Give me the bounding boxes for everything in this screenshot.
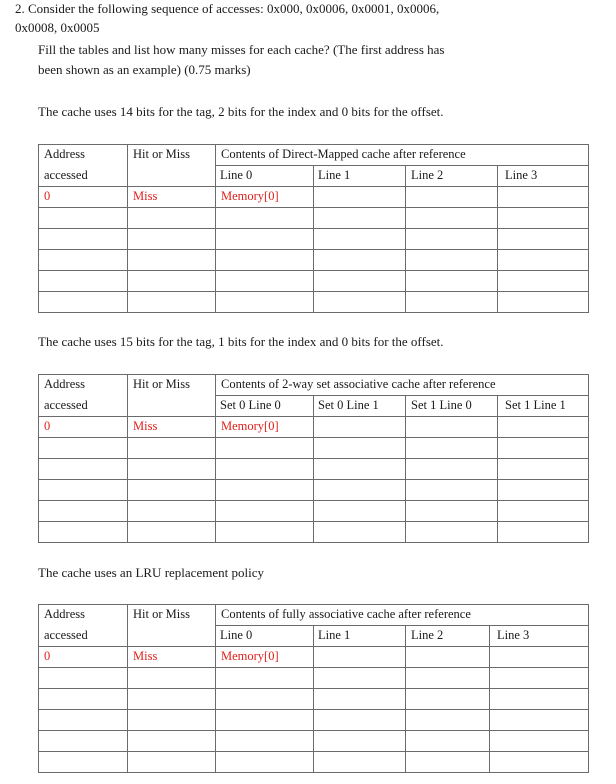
direct-mapped-caption: The cache uses 14 bits for the tag, 2 bits for the index and 0 bits for the offset.: [38, 104, 444, 119]
column-line: [313, 165, 314, 313]
sub-header-3: Set 1 Line 1: [505, 398, 566, 412]
column-line: [489, 625, 490, 773]
column-line: [215, 374, 216, 543]
sub-header-0: Line 0: [220, 628, 253, 642]
example-address: 0: [44, 419, 51, 433]
column-line: [405, 165, 406, 313]
column-line: [313, 395, 314, 543]
fully-associative-caption: The cache uses an LRU replacement policy: [38, 565, 264, 580]
example-contents: Memory[0]: [221, 189, 279, 203]
column-line: [588, 374, 589, 543]
column-line: [313, 625, 314, 773]
sub-header-2: Set 1 Line 0: [411, 398, 472, 412]
sub-header-1: Line 1: [318, 628, 351, 642]
row-line: [38, 604, 589, 605]
column-line: [588, 604, 589, 773]
question-line-2: 0x0008, 0x0005: [15, 20, 100, 35]
column-line: [38, 604, 39, 773]
example-hit-or-miss: Miss: [133, 419, 158, 433]
example-address: 0: [44, 189, 51, 203]
example-contents: Memory[0]: [221, 649, 279, 663]
instruction-line-1: Fill the tables and list how many misses for each cache? (The first address has: [38, 42, 445, 57]
column-line: [38, 374, 39, 543]
column-line: [38, 144, 39, 313]
example-address: 0: [44, 649, 51, 663]
sub-header-3: Line 3: [497, 628, 530, 642]
sub-header-1: Line 1: [318, 168, 351, 182]
header-address: Address: [44, 147, 85, 161]
header-address: Address: [44, 607, 85, 621]
column-line: [215, 144, 216, 313]
row-line: [38, 144, 589, 145]
header-accessed: accessed: [44, 398, 88, 412]
header-address: Address: [44, 377, 85, 391]
column-line: [405, 625, 406, 773]
column-line: [405, 395, 406, 543]
sub-header-2: Line 2: [411, 628, 444, 642]
example-hit-or-miss: Miss: [133, 649, 158, 663]
header-divider-line: [215, 395, 589, 396]
instruction-line-2: been shown as an example) (0.75 marks): [38, 62, 251, 77]
header-hit-or-miss: Hit or Miss: [133, 607, 190, 621]
sub-header-3: Line 3: [505, 168, 538, 182]
header-hit-or-miss: Hit or Miss: [133, 147, 190, 161]
header-divider-line: [215, 625, 589, 626]
example-hit-or-miss: Miss: [133, 189, 158, 203]
header-accessed: accessed: [44, 628, 88, 642]
header-contents: Contents of Direct-Mapped cache after reference: [221, 147, 466, 161]
sub-header-0: Set 0 Line 0: [220, 398, 281, 412]
two-way-caption: The cache uses 15 bits for the tag, 1 bits for the index and 0 bits for the offset.: [38, 334, 444, 349]
header-contents: Contents of 2-way set associative cache after reference: [221, 377, 496, 391]
header-hit-or-miss: Hit or Miss: [133, 377, 190, 391]
column-line: [127, 374, 128, 543]
column-line: [588, 144, 589, 313]
header-contents: Contents of fully associative cache after reference: [221, 607, 471, 621]
header-divider-line: [215, 165, 589, 166]
sub-header-2: Line 2: [411, 168, 444, 182]
column-line: [215, 604, 216, 773]
header-accessed: accessed: [44, 168, 88, 182]
column-line: [127, 604, 128, 773]
row-line: [38, 374, 589, 375]
column-line: [497, 395, 498, 543]
question-line-1: 2. Consider the following sequence of accesses: 0x000, 0x0006, 0x0001, 0x0006,: [15, 1, 440, 16]
column-line: [127, 144, 128, 313]
sub-header-1: Set 0 Line 1: [318, 398, 379, 412]
column-line: [497, 165, 498, 313]
sub-header-0: Line 0: [220, 168, 253, 182]
example-contents: Memory[0]: [221, 419, 279, 433]
